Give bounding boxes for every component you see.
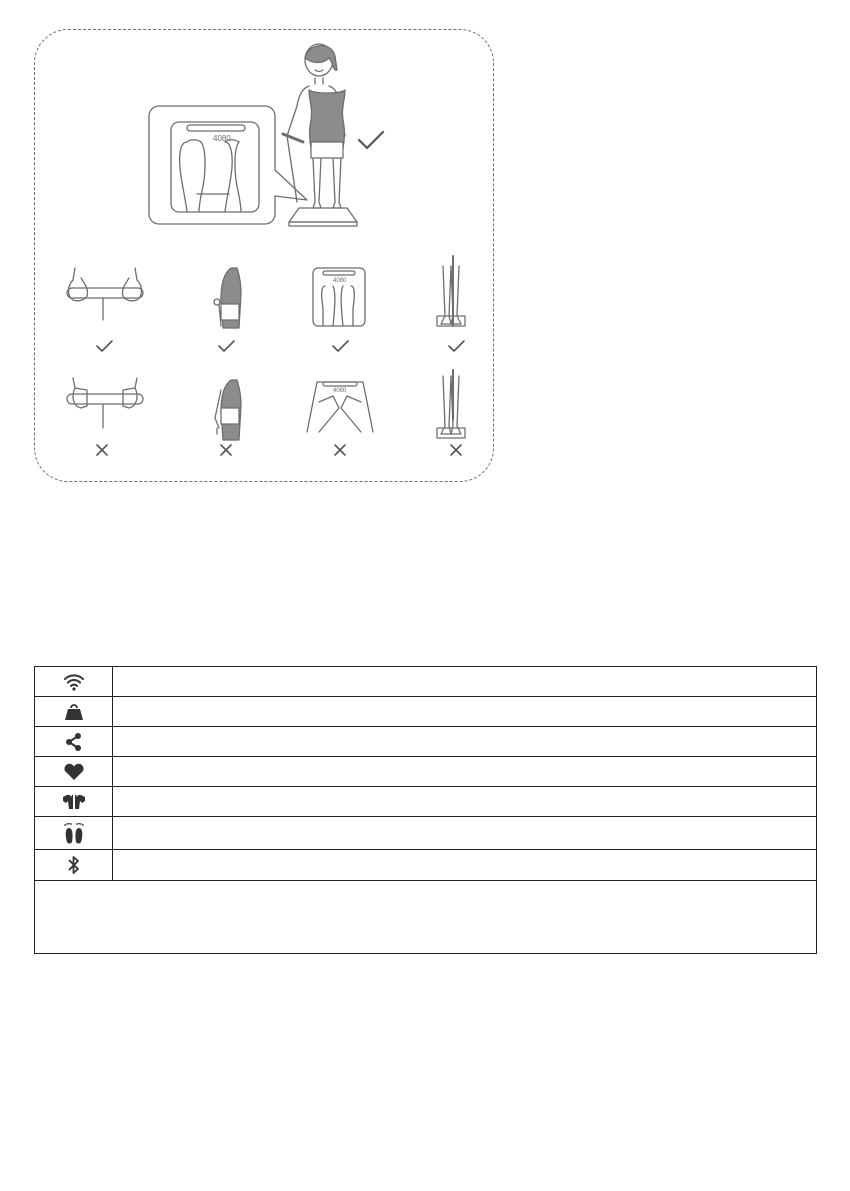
posture-foot-placement-incorrect bbox=[307, 382, 373, 432]
bluetooth-description bbox=[113, 850, 817, 881]
posture-handle-grip-incorrect bbox=[67, 378, 143, 428]
scale-under-feet bbox=[289, 208, 357, 226]
table-row bbox=[35, 697, 817, 727]
footprints-description bbox=[113, 817, 817, 850]
check-icon-foot-placement bbox=[333, 341, 348, 351]
posture-leg-stance-correct bbox=[437, 256, 465, 326]
footprints-icon bbox=[62, 822, 86, 844]
feet-closeup-callout bbox=[149, 106, 307, 224]
cross-icon-handle-grip bbox=[97, 445, 107, 455]
clothing-icon bbox=[62, 794, 86, 810]
bluetooth-icon bbox=[67, 855, 81, 875]
table-row bbox=[35, 817, 817, 850]
cross-icon-leg-stance bbox=[451, 445, 461, 455]
heart-icon bbox=[63, 763, 85, 781]
table-note bbox=[35, 881, 817, 954]
table-row bbox=[35, 667, 817, 697]
cross-icon-arm-position bbox=[221, 445, 231, 455]
callout-scale-display: 4080 bbox=[213, 134, 231, 143]
cross-icon-foot-placement bbox=[335, 445, 345, 455]
standing-person bbox=[283, 44, 345, 208]
wifi-description bbox=[113, 667, 817, 697]
share-description bbox=[113, 727, 817, 757]
posture-foot-placement-correct bbox=[313, 268, 365, 326]
table-row bbox=[35, 850, 817, 881]
posture-handle-grip-correct bbox=[67, 268, 143, 320]
illustration-panel bbox=[34, 29, 494, 482]
posture-arm-position-incorrect bbox=[215, 380, 241, 440]
usage-illustration bbox=[35, 30, 495, 483]
main-check-icon bbox=[359, 132, 383, 148]
posture-arm-position-correct bbox=[214, 268, 241, 328]
heart-description bbox=[113, 757, 817, 787]
check-icon-handle-grip bbox=[97, 341, 112, 351]
table-row bbox=[35, 787, 817, 817]
svg-text:4080: 4080 bbox=[333, 278, 347, 284]
wifi-icon bbox=[63, 673, 85, 691]
icon-legend-table bbox=[34, 666, 817, 954]
share-icon bbox=[64, 732, 84, 752]
weight-description bbox=[113, 697, 817, 727]
posture-leg-stance-incorrect bbox=[437, 370, 465, 438]
table-row bbox=[35, 727, 817, 757]
table-row bbox=[35, 757, 817, 787]
weight-icon bbox=[64, 703, 84, 721]
svg-text:4080: 4080 bbox=[333, 388, 347, 394]
check-icon-arm-position bbox=[219, 341, 234, 351]
check-icon-leg-stance bbox=[449, 341, 464, 351]
clothing-description bbox=[113, 787, 817, 817]
table-note-row bbox=[35, 881, 817, 954]
